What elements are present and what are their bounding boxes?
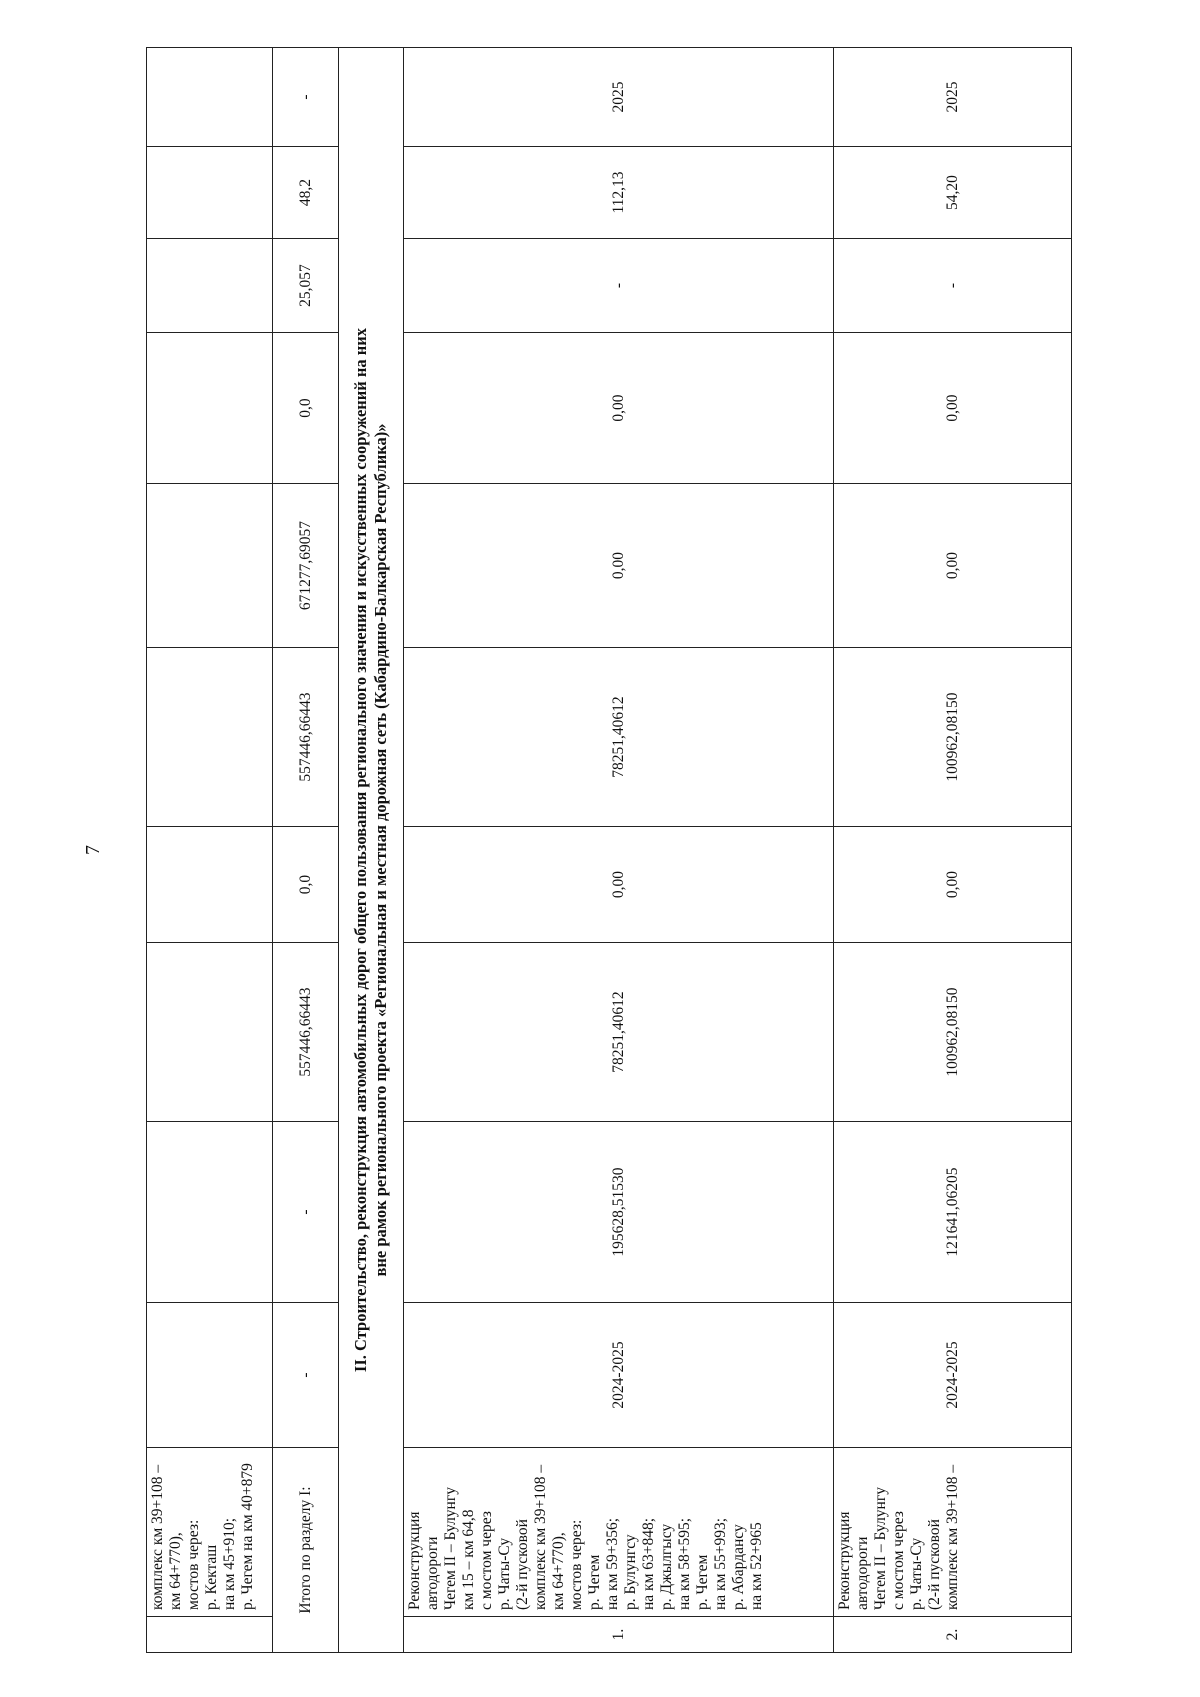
page-number: 7 [82, 845, 104, 855]
value-cell: 0,0 [273, 333, 339, 484]
subtotal-row [273, 48, 339, 1653]
value-cell: 557446,66443 [273, 943, 339, 1122]
value-cell: 0,0 [273, 827, 339, 943]
section-title-line: вне рамок регионального проекта «Региональная и местная дорожная сеть (Кабардино-Балкарская Республика)» [371, 423, 390, 1277]
rotated-table-container [146, 48, 1071, 1653]
value-cell: 0,00 [404, 484, 834, 648]
value-cell: 0,00 [834, 333, 1072, 484]
value-cell: 25,057 [273, 239, 339, 333]
object-name-cell: комплекс км 39+108 – км 64+770), мостов через: р. Кекташ на км 45+910; р. Чегем на км 40+879 [147, 1448, 273, 1617]
value-cell: 2025 [404, 48, 834, 147]
row-number-cell [147, 1617, 273, 1653]
period-cell [147, 1303, 273, 1448]
row-number-cell: 2. [834, 1617, 1072, 1653]
value-cell [147, 648, 273, 827]
value-cell: 557446,66443 [273, 648, 339, 827]
value-cell: 54,20 [834, 147, 1072, 239]
value-cell: - [273, 1122, 339, 1303]
value-cell: 112,13 [404, 147, 834, 239]
value-cell: 100962,08150 [834, 943, 1072, 1122]
value-cell: 78251,40612 [404, 648, 834, 827]
table-row [147, 48, 273, 1653]
value-cell: 2025 [834, 48, 1072, 147]
value-cell [147, 484, 273, 648]
period-cell: 2024-2025 [404, 1303, 834, 1448]
value-cell: 0,00 [404, 827, 834, 943]
period-cell: - [273, 1303, 339, 1448]
object-name-cell: Реконструкция автодороги Чегем II – Булунгу с мостом через р. Чаты-Су (2-й пусковой комплекс км 39+108 – [834, 1448, 1072, 1617]
value-cell [147, 147, 273, 239]
value-cell: 195628,51530 [404, 1122, 834, 1303]
object-name-cell: Реконструкция автодороги Чегем II – Булунгу км 15 – км 64,8 с мостом через р. Чаты-Су (2-й пусковой комплекс км 39+108 – км 64+770), мостов через: р. Чегем на км 59+356; р. Булунгсу на км 63+848; р. Джылгысу на км 58+595; р. Чегем на км 55+993; р. Абардансу на км 52+965 [404, 1448, 834, 1617]
value-cell: 48,2 [273, 147, 339, 239]
value-cell: - [834, 239, 1072, 333]
value-cell [147, 943, 273, 1122]
value-cell: 100962,08150 [834, 648, 1072, 827]
table-row [834, 48, 1072, 1653]
value-cell [147, 48, 273, 147]
period-cell: 2024-2025 [834, 1303, 1072, 1448]
subtotal-label: Итого по разделу I: [273, 1448, 339, 1653]
value-cell: 0,00 [834, 484, 1072, 648]
value-cell [147, 239, 273, 333]
section-title [339, 48, 404, 1653]
value-cell: - [404, 239, 834, 333]
value-cell: 0,00 [834, 827, 1072, 943]
value-cell [147, 333, 273, 484]
value-cell [147, 827, 273, 943]
row-number-cell: 1. [404, 1617, 834, 1653]
value-cell [147, 1122, 273, 1303]
section-title-line: II. Строительство, реконструкция автомобильных дорог общего пользования регионального значения и искусственных сооружений на них [351, 327, 370, 1373]
value-cell: 671277,69057 [273, 484, 339, 648]
program-table [146, 47, 1072, 1653]
table-row [404, 48, 834, 1653]
value-cell: 0,00 [404, 333, 834, 484]
section-header-row [339, 48, 404, 1653]
value-cell: 78251,40612 [404, 943, 834, 1122]
value-cell: - [273, 48, 339, 147]
value-cell: 121641,06205 [834, 1122, 1072, 1303]
